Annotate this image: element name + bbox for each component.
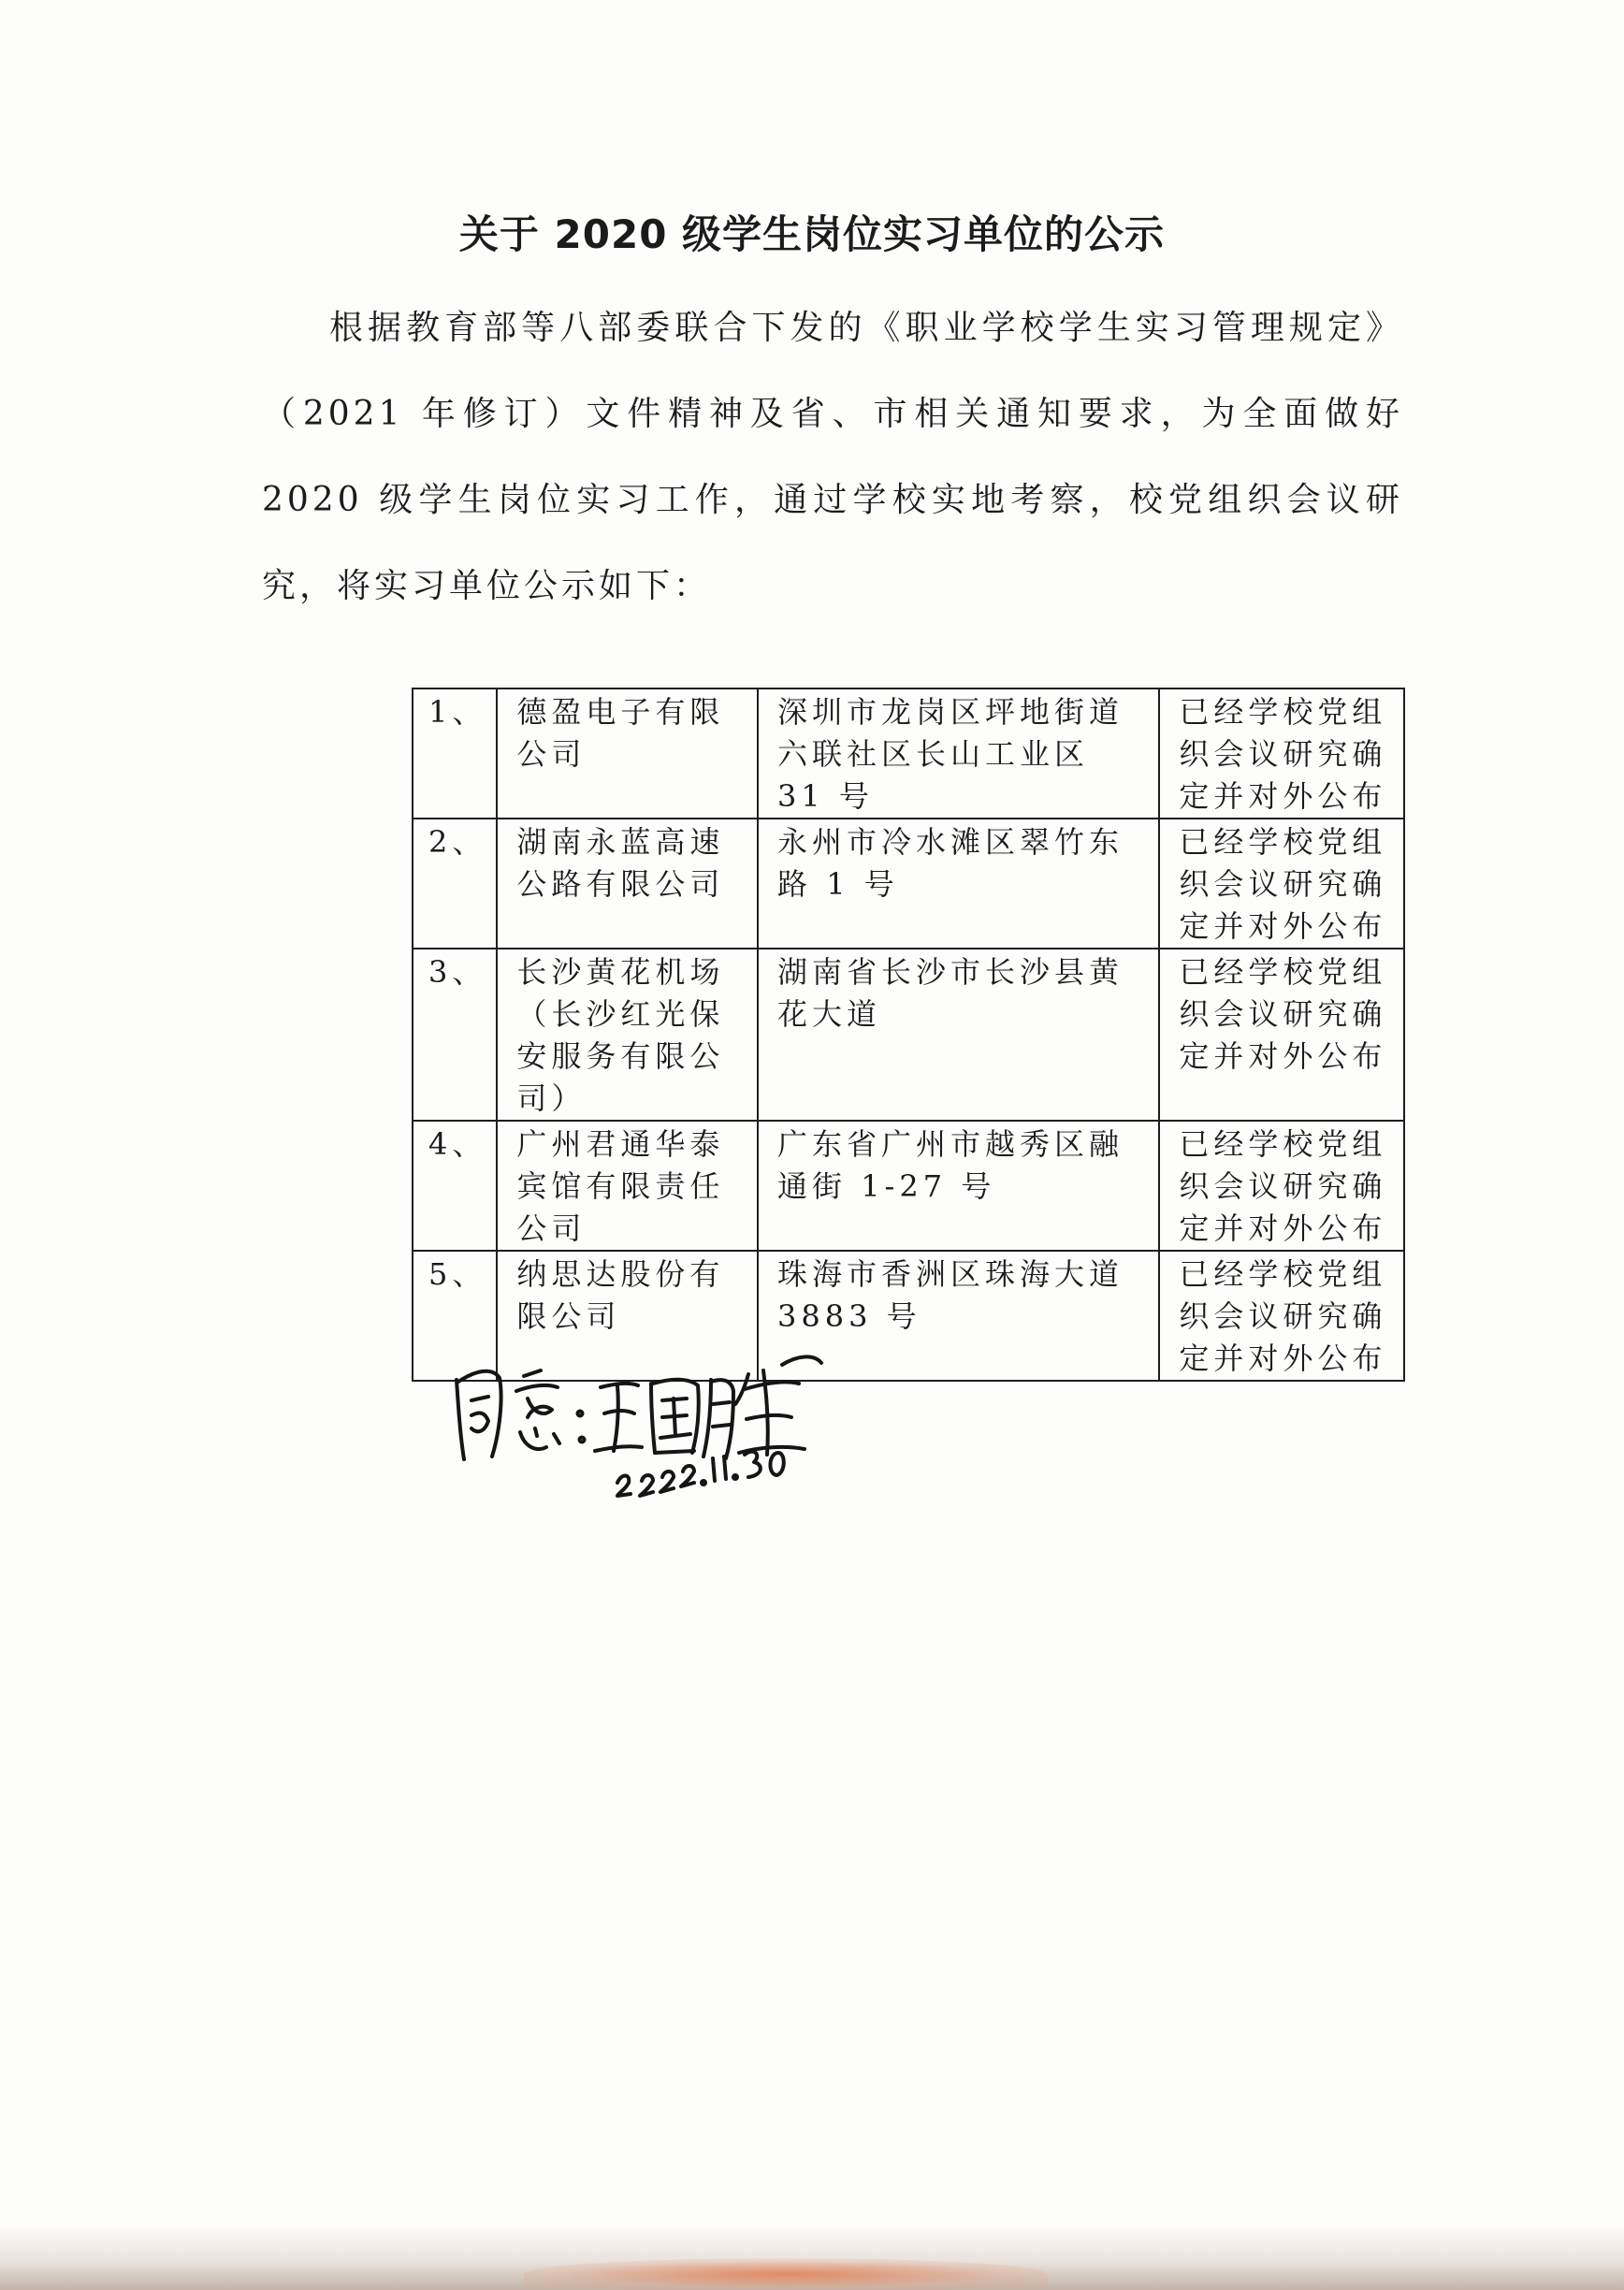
body-paragraph: 根据教育部等八部委联合下发的《职业学校学生实习管理规定》（2021 年修订）文件精神及省、市相关通知要求，为全面做好 2020 级学生岗位实习工作，通过学校实地考察，校党组织会议研究，将实习单位公示如下： [262, 309, 1403, 605]
approval-status: 已经学校党组织会议研究确定并对外公布 [1159, 688, 1404, 819]
company-address: 永州市冷水滩区翠竹东路 1 号 [758, 819, 1159, 949]
row-number: 1、 [413, 688, 497, 819]
approval-status: 已经学校党组织会议研究确定并对外公布 [1159, 949, 1404, 1121]
company-name: 德盈电子有限公司 [497, 688, 758, 819]
document-title: 关于 2020 级学生岗位实习单位的公示 [458, 211, 1166, 257]
table-row [413, 819, 1404, 949]
table-row [413, 949, 1404, 1121]
row-number: 3、 [413, 949, 497, 1121]
approval-status: 已经学校党组织会议研究确定并对外公布 [1159, 819, 1404, 949]
company-name: 广州君通华泰宾馆有限责任公司 [497, 1121, 758, 1251]
handwritten-signature [430, 1342, 917, 1501]
company-name: 长沙黄花机场（长沙红光保安服务有限公司） [497, 949, 758, 1121]
company-address: 深圳市龙岗区坪地街道六联社区长山工业区 31 号 [758, 688, 1159, 819]
table-row [413, 1121, 1404, 1251]
company-address: 湖南省长沙市长沙县黄花大道 [758, 949, 1159, 1121]
row-number: 2、 [413, 819, 497, 949]
company-address: 珠海市香洲区珠海大道 3883 号 [758, 1251, 1159, 1381]
table-row [413, 688, 1404, 819]
approval-status: 已经学校党组织会议研究确定并对外公布 [1159, 1251, 1404, 1381]
approval-status: 已经学校党组织会议研究确定并对外公布 [1159, 1121, 1404, 1251]
row-number: 5、 [413, 1251, 497, 1381]
row-number: 4、 [413, 1121, 497, 1251]
company-address: 广东省广州市越秀区融通街 1-27 号 [758, 1121, 1159, 1251]
company-name: 纳思达股份有限公司 [497, 1251, 758, 1381]
internship-units-table [412, 688, 1405, 1382]
page-bottom-color-spot [524, 2258, 1048, 2290]
company-name: 湖南永蓝高速公路有限公司 [497, 819, 758, 949]
